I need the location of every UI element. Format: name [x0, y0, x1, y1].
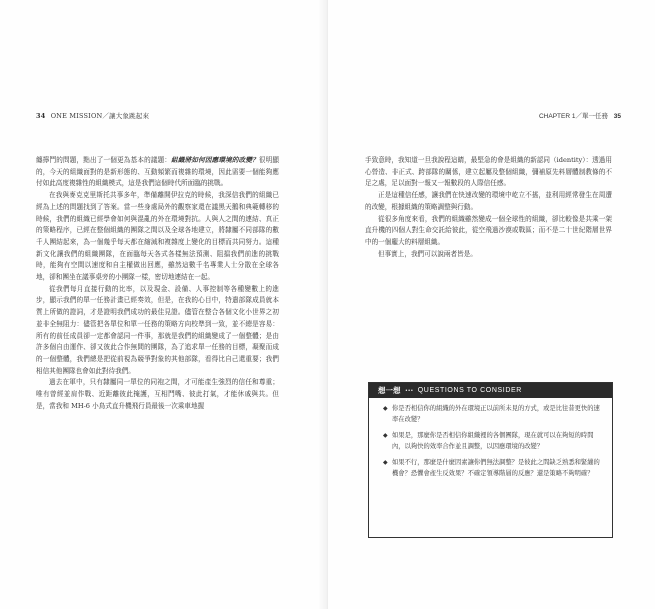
- diamond-bullet-icon: ◆: [383, 406, 388, 412]
- emphasized-question: 組織將如何因應環境的改變？: [171, 156, 259, 164]
- paragraph: 纏擰鬥的問題，點出了一個更為基本的議題：組織將如何因應環境的改變？很明顯的，今天的組織面對的是新形態的、互動頻繁而複雜的環境，因此需要一個能夠應付如此高度複雜性的組織模式，這是我們這個時代所面臨的挑戰。: [36, 156, 280, 188]
- page-number: 35: [613, 113, 621, 120]
- paragraph: 手致意時，我知道一旦我說程這睛，最堅急的會是組織的新認同（identity）：透過用心營造、非正式、跨部隊的關係，建立起屬及整個組織，彌補原先料層體制教條的不足之處，足以面對一報又一報數段的人際信任感。: [365, 156, 612, 188]
- paragraph: 從很多角度來看，我們的組織雖然變成一個全球性的組織，卻比較像是共乘一架直升機的四個人對生命交託給彼此，從空飛過沙漠或戰區；而不是二十世紀階層世界中的一個龐大的料層組織。: [365, 214, 612, 246]
- paragraph: 但事實上，我們可以說兩者皆是。: [378, 249, 477, 258]
- paragraph: 從我們每月直接行動的比率，以及現金、設備、人事控制等各種變數上的進步，顯示我們的單一任務計畫已經奏效，但是，在我的心目中，特遣部隊成員就本質上所做的證詞，才是證明我們成功的最佳見證。儘管在整合各個文化小世界之初並非全無阻力：儘管把各單位和單一任務的策略方向校準到一致，並不總是容易：所有的前任成員卻一定都會認同一件事，那就是我們的組織變成了一個整體；是由許多個自由運作、卻又彼此合作無間的團隊，為了追求單一任務的目標，凝聚而成的一個整體，我們總是把從前視為競爭對象的其他部隊，看得比自己還重要；我們相信其他團隊也會如此對待我們。: [36, 284, 279, 375]
- question-list: [369, 398, 612, 479]
- left-body-text: [36, 155, 279, 412]
- book-title: ONE MISSION／讓大象跳起來: [50, 112, 150, 120]
- question-item: ◆ 如果不行，那麼是什麼因素讓你們無法調整？是彼此之間缺乏熟悉和緊繃的機會？恐懼會產生反效果？不確定領導階層的反應？還是策略不夠明確？: [383, 459, 600, 477]
- dots-separator: •••: [405, 387, 414, 394]
- chapter-title: CHAPTER 1／單一任務: [538, 113, 608, 120]
- question-item: ◆ 如果是，那麼你是否相信你組織裡的各個團隊，現在就可以在夠短的時間內，以夠快的效率合作並且調整，以因應環境的改變？: [383, 432, 594, 450]
- paragraph: 過去在軍中，只有隸屬同一單位的同袍之間，才可能產生強烈的信任和尊重；唯有曾經並肩作戰、近距離彼此掩護，互相鬥嘴、彼此打氣，才能休戚與共。但是，當我和 MH-6 小鳥式直升機飛行員最後一次乘車地握: [36, 378, 279, 410]
- paragraph: 在我與麥克克里斯托共事多年，準備離開伊拉克的時候，我深信我們的組織已經為上述的問題找到了答案。當一些身處局外的觀察家還在議黑天鵝和典範轉移的時候，我們的組織已經學會如何與混亂的外在環境對抗。人與人之間的連結、真正的策略程序，已經在整個組織的團隊之間以及全球各地建立，將隸屬不同部隊的數千人團結起來，為一個幾乎每天都在縮減和複雜度上變化的目標而共同努力。這種新文化讓我們的組織團隊，在面臨每天各式各樣無法預測、阻擋我們前進的挑戰時，能夠有空間以速度和自主權做出回應，雖然這數千名專業人士分散在全球各地，卻和團坐在議事桌旁的小團隊一樣，密切地連結在一起。: [36, 191, 279, 282]
- questions-to-consider-box: [368, 382, 613, 538]
- box-title-zh: 想一想: [378, 386, 401, 395]
- box-header: [369, 383, 612, 398]
- diamond-bullet-icon: ◆: [383, 433, 388, 439]
- diamond-bullet-icon: ◆: [383, 460, 388, 466]
- box-title-en: QUESTIONS TO CONSIDER: [417, 387, 522, 394]
- running-header-left: [36, 111, 149, 120]
- question-item: ◆ 你是否相信你的組織的外在環境正以前所未見的方式，或是比往昔更快的速率在改變？: [383, 405, 600, 423]
- right-page: [328, 0, 655, 609]
- page-number: 34: [36, 112, 46, 120]
- running-header-right: [539, 111, 621, 120]
- paragraph: 正是這種信任感，讓我們在快速改變的環境中屹立不搖，並利用經常發生在周遭的改變，根據組織的策略調整與行動。: [365, 191, 612, 211]
- left-page: [0, 0, 327, 609]
- right-body-text: [365, 155, 612, 260]
